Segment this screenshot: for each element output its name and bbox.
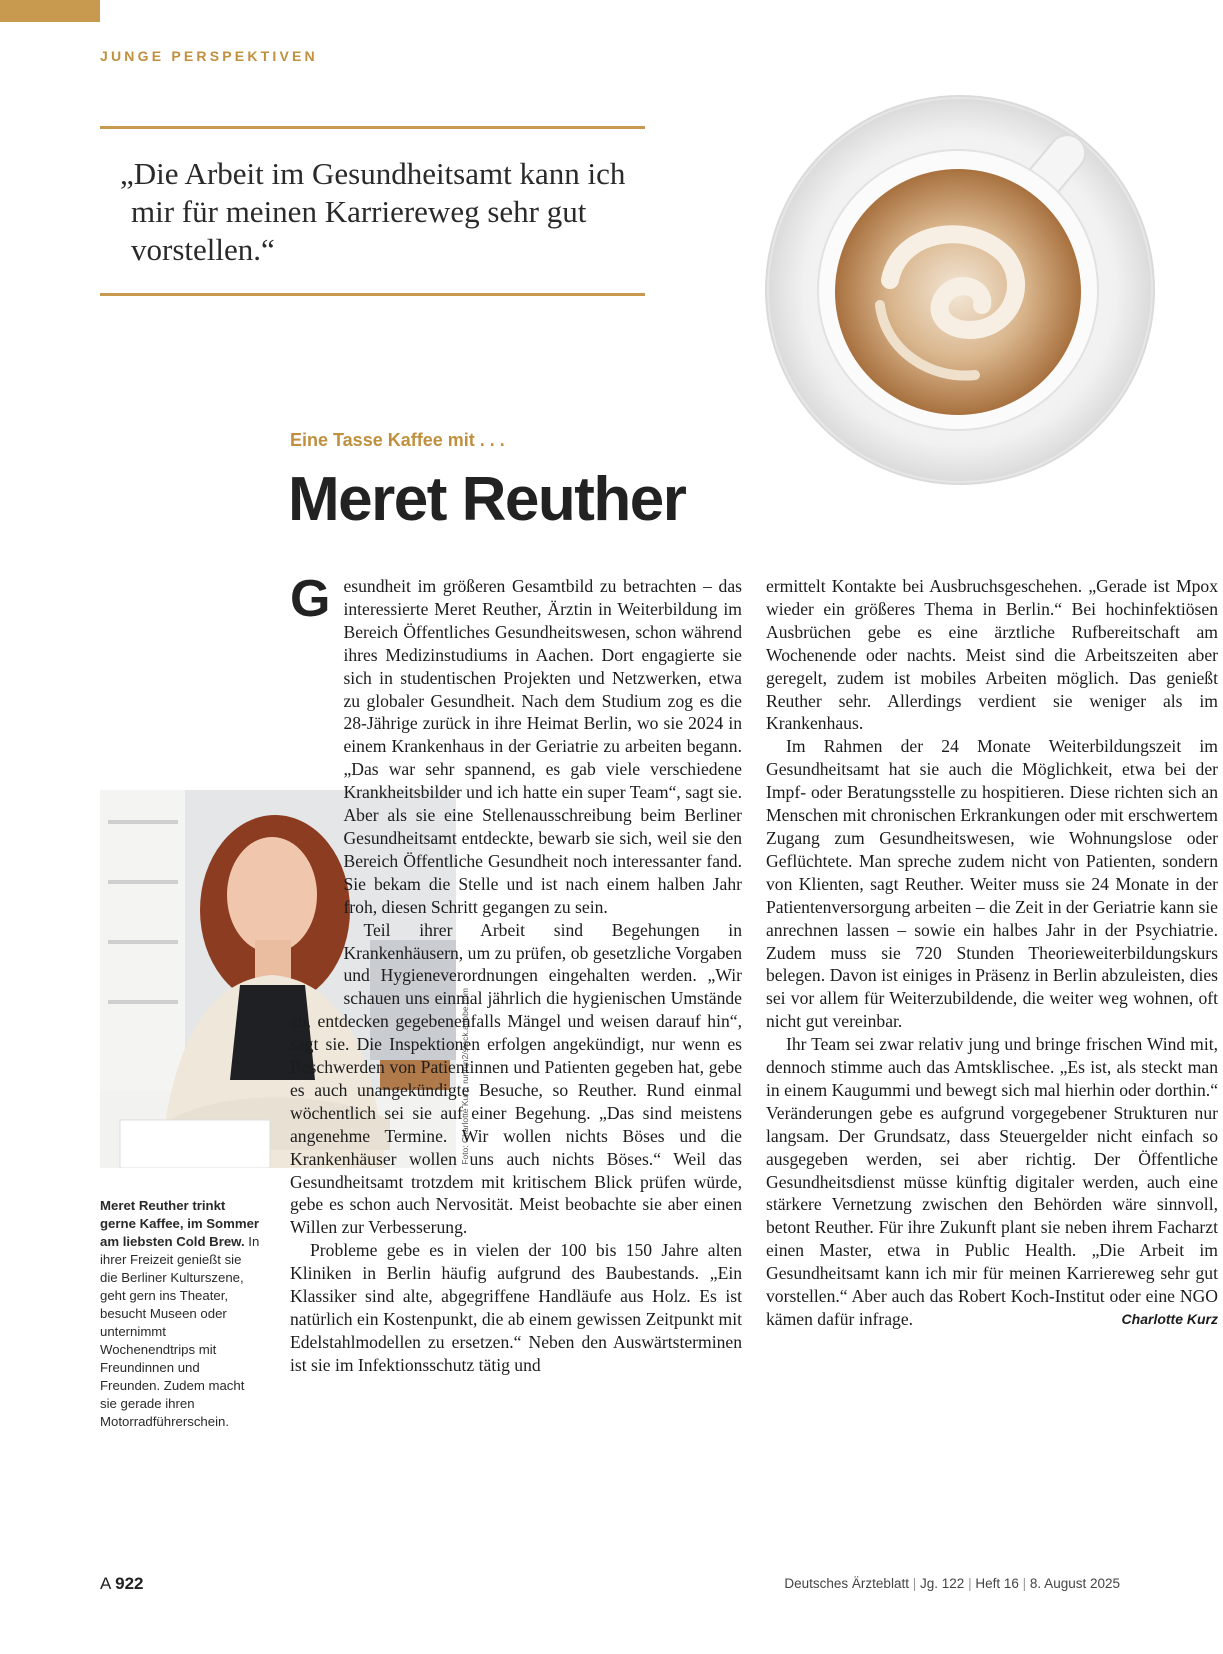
photo-credit: Foto: Charlotte Kurz; runrun2/stock.adobe.com	[460, 988, 470, 1165]
journal-footer: Deutsches Ärzteblatt | Jg. 122 | Heft 16 | 8. August 2025	[784, 1576, 1120, 1591]
paragraph-6-text: Ihr Team sei zwar relativ jung und bringe frischen Wind mit, dennoch stimme auch das Amtsklischee. „Es ist, als steckt man in einem Kaugummi und bewegt sich mal hierhin oder dorthin.“ Veränderungen gebe es aufgrund vorgegebener Strukturen nur langsam. Der Grundsatz, dass Steuergelder nicht einfach so ausgegeben werden, sei aber richtig. Der Öffentliche Gesundheitsdienst müsse künftig digitaler werden, auch eine stärkere Vernetzung zwischen den Behörden wäre sinnvoll, betont Reuther. Für ihre Zukunft plant sie neben ihrem Facharzt einen Master, etwa in Public Health. „Die Arbeit im Gesundheitsamt kann ich mir für meinen Karriereweg sehr gut vorstellen.“ Aber auch das Robert Koch-Institut oder eine NGO kämen dafür infrage.	[766, 1034, 1218, 1329]
caption-lead: Meret Reuther trinkt gerne Kaffee, im Sommer am liebsten Cold Brew.	[100, 1198, 260, 1249]
coffee-cup-illustration	[760, 90, 1170, 500]
journal-name: Deutsches Ärzteblatt	[784, 1576, 909, 1591]
article-headline: Meret Reuther	[288, 465, 686, 534]
caption-text: In ihrer Freizeit genießt sie die Berliner Kulturszene, geht gern ins Theater, besucht Museen oder unternimmt Wochenendtrips mit Freundinnen und Freunden. Zudem macht sie gerade ihren Motorradführerschein.	[100, 1234, 260, 1429]
journal-date: 8. August 2025	[1029, 1576, 1120, 1591]
article-column-1	[290, 570, 742, 1377]
pull-quote: „Die Arbeit im Gesundheitsamt kann ich mir für meinen Karriereweg sehr gut vorstellen.“	[120, 156, 626, 267]
author-name: Charlotte Kurz	[1121, 1311, 1218, 1327]
paragraph-6	[766, 1033, 1218, 1331]
paragraph-4: ermittelt Kontakte bei Ausbruchsgeschehen. „Gerade ist Mpox wieder ein größeres Thema in Berlin.“ Bei hochinfektiösen Ausbrüchen gebe es eine ärztliche Rufbereitschaft am Wochenende oder nachts. Meist sind die Arbeitszeiten aber geregelt, zudem ist mobiles Arbeiten möglich. Das genießt Reuther sehr. Allerdings verdient sie weniger als im Krankenhaus.	[766, 576, 1218, 734]
paragraph-3: Probleme gebe es in vielen der 100 bis 150 Jahre alten Kliniken in Berlin häufig aufgrund des Baubestands. „Ein Klassiker sind alte, abgegriffene Handläufe aus Holz. Es ist natürlich ein Kostenpunkt, die ab einem gewissen Zeitpunkt mit Edelstahlmodellen zu ersetzen.“ Neben den Auswärtsterminen ist sie im Infektionsschutz tätig und	[290, 1240, 742, 1375]
pull-quote-box	[100, 126, 645, 296]
article-column-2	[766, 575, 1218, 1331]
page-prefix: A	[100, 1574, 111, 1593]
photo-wrap-space	[145, 570, 337, 991]
kicker: Eine Tasse Kaffee mit . . .	[290, 430, 505, 450]
journal-issue: Heft 16	[975, 1576, 1019, 1591]
paragraph-5: Im Rahmen der 24 Monate Weiterbildungszeit im Gesundheitsamt hat sie auch die Möglichkeit, etwa bei der Impf- oder Beratungsstelle zu hospitieren. Diese richten sich an Menschen mit chronischen Erkrankungen oder mit erschwertem Zugang zum Gesundheitswesen, wie Wohnungslose oder Geflüchtete. Man spreche zudem nicht von Patienten, sondern von Klienten, sagt Reuther. Weiter muss sie 24 Monate in der Patientenversorgung arbeiten – die Zeit in der Geriatrie kann sie anrechnen lassen – sowie ein halbes Jahr in der Psychiatrie. Zudem muss sie 720 Stunden Theorieweiterbildungskurs belegen. Davon ist einiges in Präsenz in Berlin abzuleisten, dies sei vor allem für Weiterzubildende, die weiter weg wohnen, oft nicht gut vereinbar.	[766, 736, 1218, 1032]
drop-cap: G	[290, 570, 331, 628]
page-number	[100, 1574, 144, 1594]
paragraph-1-text: esundheit im größeren Gesamtbild zu betrachten – das interessierte Meret Reuther, Ärztin in Weiterbildung im Bereich Öffentliches Gesundheitswesen, schon während ihres Medizinstudiums in Aachen. Dort engagierte sie sich in studentischen Projekten und Netzwerken, etwa zu globaler Gesundheit. Nach dem Studium zog es die 28-Jährige zurück in ihre Heimat Berlin, wo sie 2024 in einem Krankenhaus in der Geriatrie zu arbeiten begann. „Das war sehr spannend, es gab viele verschiedene Krankheitsbilder und ich hatte ein super Team“, sagt sie. Aber als sie eine Stellenausschreibung beim Berliner Gesundheitsamt entdeckte, bewarb sie sich, weil sie den Bereich Öffentliche Gesundheit noch interessanter fand. Sie bekam die Stelle und ist nach einem halben Jahr froh, diesen Schritt gegangen zu sein.	[343, 576, 742, 917]
journal-volume: Jg. 122	[920, 1576, 965, 1591]
paragraph-2: Teil ihrer Arbeit sind Begehungen in Krankenhäusern, um zu prüfen, ob gesetzliche Vorgaben und Hygieneverordnungen eingehalten werden. „Wir schauen uns einmal jährlich die hygienischen Umstände an, entdecken gegebenenfalls Mängel und weisen darauf hin“, sagt sie. Die Inspektionen erfolgen angekündigt, nur wenn es Beschwerden von Patientinnen und Patienten gegeben hat, gebe es auch unangekündigte Besuche, so Reuther. Rund einmal wöchentlich sei sie auf einer Begehung. „Das sind meistens angenehme Termine. Wir wollen nichts Böses und die Krankenhäuser wollen uns auch nichts Böses.“ Weil das Gesundheitsamt trotzdem mit kritischem Blick prüfen würde, gebe es schon auch Nervosität. Meist beobachte sie aber einen Willen zur Verbesserung.	[290, 919, 742, 1238]
paragraph-1	[290, 570, 742, 919]
page-number-value: 922	[115, 1574, 144, 1593]
section-label: JUNGE PERSPEKTIVEN	[100, 48, 318, 64]
accent-bar	[0, 0, 100, 22]
photo-caption	[100, 1197, 260, 1431]
